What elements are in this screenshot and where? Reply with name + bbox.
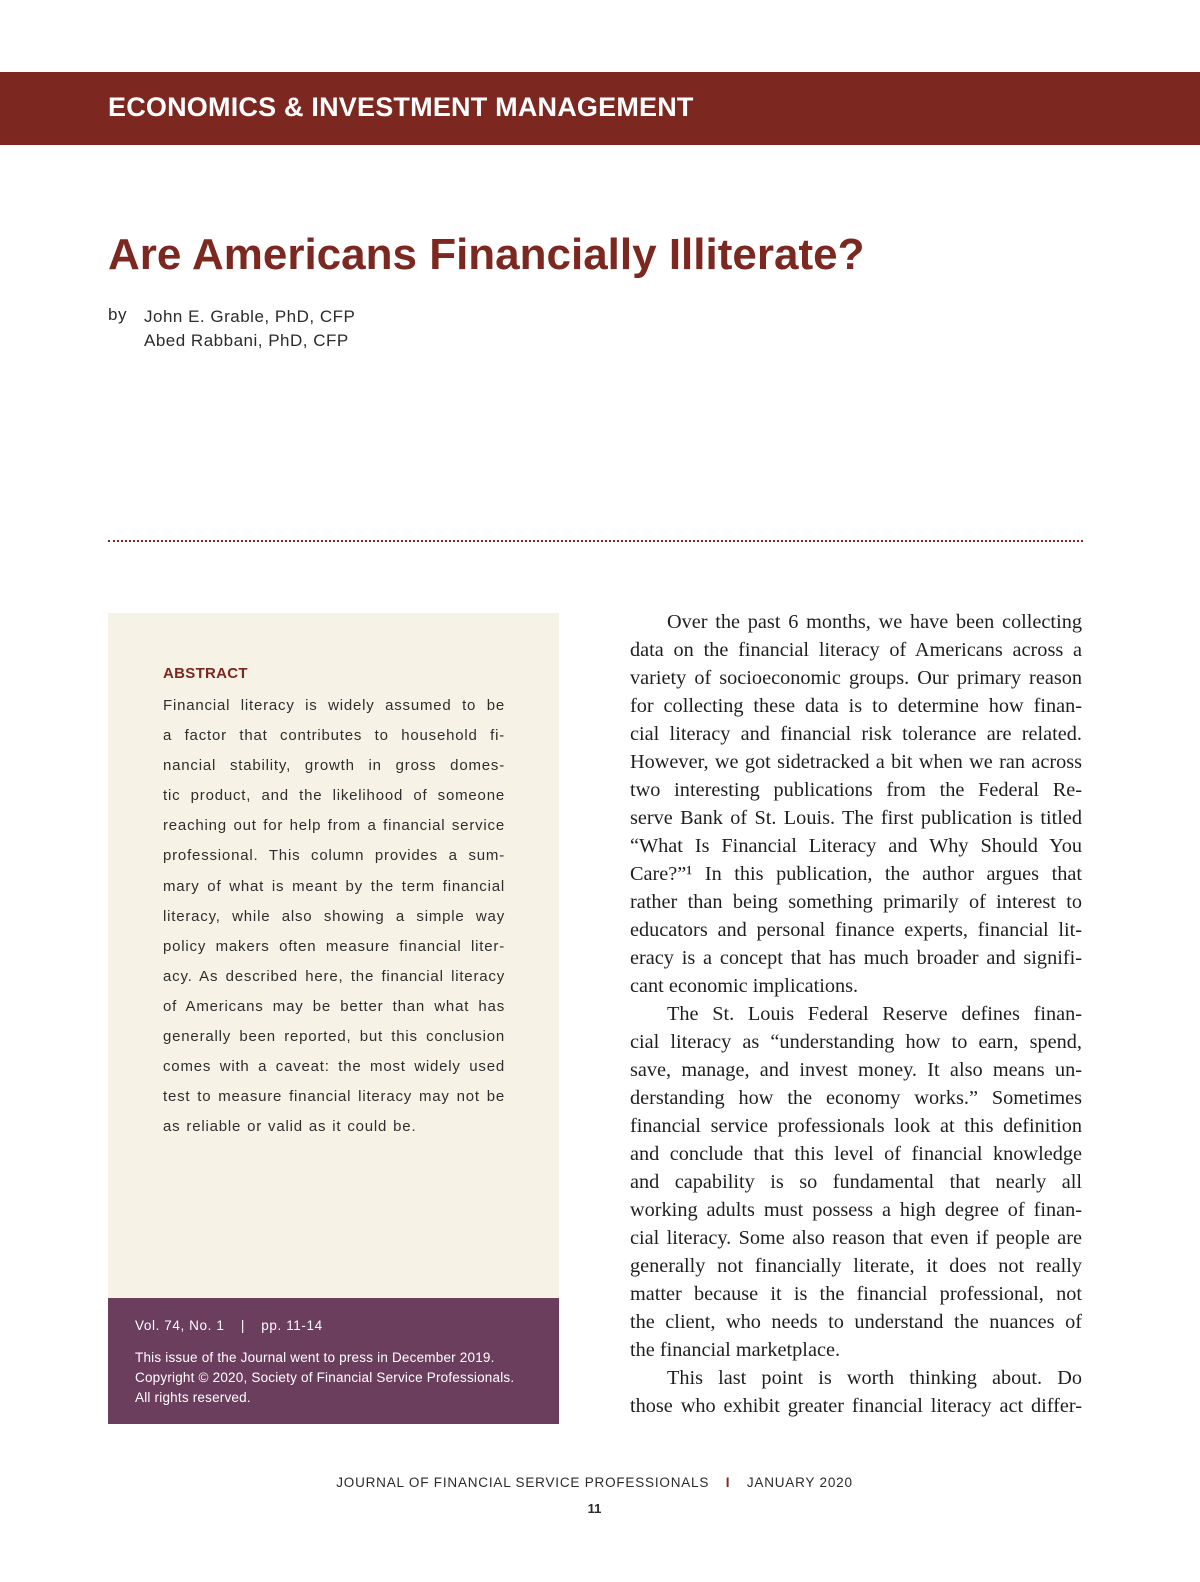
- issue-separator: |: [240, 1318, 245, 1333]
- body-line: Over the past 6 months, we have been collecting: [667, 611, 1082, 633]
- abstract-heading: ABSTRACT: [163, 665, 248, 682]
- body-line: and conclude that this level of financial knowledge: [630, 1143, 1082, 1165]
- body-line: working adults must possess a high degree of finan-: [630, 1199, 1082, 1221]
- body-line: the client, who needs to understand the nuances of: [630, 1311, 1082, 1333]
- body-line: The St. Louis Federal Reserve defines finan-: [667, 1003, 1082, 1025]
- abstract-line: tic product, and the likelihood of someone: [163, 787, 505, 805]
- abstract-line: mary of what is meant by the term financial: [163, 877, 505, 895]
- page-number: 11: [587, 1501, 602, 1516]
- abstract-box: [108, 613, 559, 1298]
- body-line: “What Is Financial Literacy and Why Should You: [630, 835, 1082, 857]
- journal-name: JOURNAL OF FINANCIAL SERVICE PROFESSIONALS: [336, 1475, 710, 1490]
- abstract-line: as reliable or valid as it could be.: [163, 1118, 417, 1136]
- body-line: derstanding how the economy works.” Sometimes: [630, 1087, 1082, 1109]
- author-name: Abed Rabbani, PhD, CFP: [144, 331, 349, 350]
- issue-info-box: [108, 1298, 559, 1424]
- article-title: Are Americans Financially Illiterate?: [108, 230, 865, 279]
- body-line: eracy is a concept that has much broader and signifi-: [630, 947, 1082, 969]
- issue-volume: Vol. 74, No. 1: [135, 1318, 225, 1333]
- body-line: financial service professionals look at this definition: [630, 1115, 1082, 1137]
- abstract-line: generally been reported, but this conclusion: [163, 1028, 505, 1046]
- body-line: educators and personal finance experts, financial lit-: [630, 919, 1082, 941]
- section-title: ECONOMICS & INVESTMENT MANAGEMENT: [108, 92, 694, 122]
- body-line: data on the financial literacy of Americans across a: [630, 639, 1082, 661]
- page-footer: [0, 1475, 1189, 1490]
- author-name: John E. Grable, PhD, CFP: [144, 307, 356, 326]
- issue-date: JANUARY 2020: [746, 1475, 853, 1490]
- body-line: variety of socioeconomic groups. Our primary reason: [630, 667, 1082, 689]
- body-line: generally not financially literate, it does not really: [630, 1255, 1082, 1277]
- body-line: two interesting publications from the Federal Re-: [630, 779, 1082, 801]
- issue-note: [135, 1348, 555, 1408]
- abstract-line: a factor that contributes to household fi-: [163, 727, 505, 745]
- body-line: save, manage, and invest money. It also means un-: [630, 1059, 1082, 1081]
- issue-note-line: All rights reserved.: [135, 1390, 251, 1405]
- body-line: cial literacy. Some also reason that even if people are: [630, 1227, 1082, 1249]
- abstract-line: test to measure financial literacy may not be: [163, 1088, 505, 1106]
- body-line: cant economic implications.: [630, 975, 859, 997]
- abstract-line: policy makers often measure financial liter-: [163, 937, 505, 955]
- byline-label: by: [108, 305, 127, 324]
- abstract-line: reaching out for help from a financial service: [163, 817, 505, 835]
- dotted-divider: [108, 540, 1083, 542]
- body-line: for collecting these data is to determine how finan-: [630, 695, 1082, 717]
- body-line: rather than being something primarily of interest to: [630, 891, 1082, 913]
- body-line: matter because it is the financial professional, not: [630, 1283, 1082, 1305]
- issue-pages: pp. 11-14: [261, 1318, 323, 1333]
- author-list: [144, 305, 355, 353]
- abstract-line: professional. This column provides a sum-: [163, 847, 505, 865]
- abstract-line: Financial literacy is widely assumed to be: [163, 697, 505, 714]
- abstract-line: comes with a caveat: the most widely used: [163, 1058, 505, 1076]
- footer-separator: I: [725, 1475, 731, 1490]
- abstract-line: literacy, while also showing a simple way: [163, 907, 505, 925]
- body-line: This last point is worth thinking about. Do: [667, 1367, 1082, 1389]
- abstract-line: of Americans may be better than what has: [163, 997, 505, 1015]
- body-line: and capability is so fundamental that nearly all: [630, 1171, 1082, 1193]
- issue-volume-line: [135, 1318, 323, 1333]
- abstract-line: acy. As described here, the financial literacy: [163, 967, 505, 985]
- body-line: those who exhibit greater financial literacy act differ-: [630, 1395, 1082, 1417]
- abstract-text: [163, 691, 505, 1142]
- issue-note-line: This issue of the Journal went to press in December 2019.: [135, 1350, 495, 1365]
- body-line: cial literacy and financial risk tolerance are related.: [630, 723, 1082, 745]
- article-body: [630, 608, 1082, 1420]
- issue-note-line: Copyright © 2020, Society of Financial Service Professionals.: [135, 1370, 515, 1385]
- body-line: the financial marketplace.: [630, 1339, 841, 1361]
- abstract-line: nancial stability, growth in gross domes-: [163, 757, 505, 775]
- body-line: However, we got sidetracked a bit when we ran across: [630, 751, 1082, 773]
- body-line: serve Bank of St. Louis. The first publication is titled: [630, 807, 1082, 829]
- body-line: Care?”¹ In this publication, the author argues that: [630, 863, 1082, 885]
- body-line: cial literacy as “understanding how to earn, spend,: [630, 1031, 1082, 1053]
